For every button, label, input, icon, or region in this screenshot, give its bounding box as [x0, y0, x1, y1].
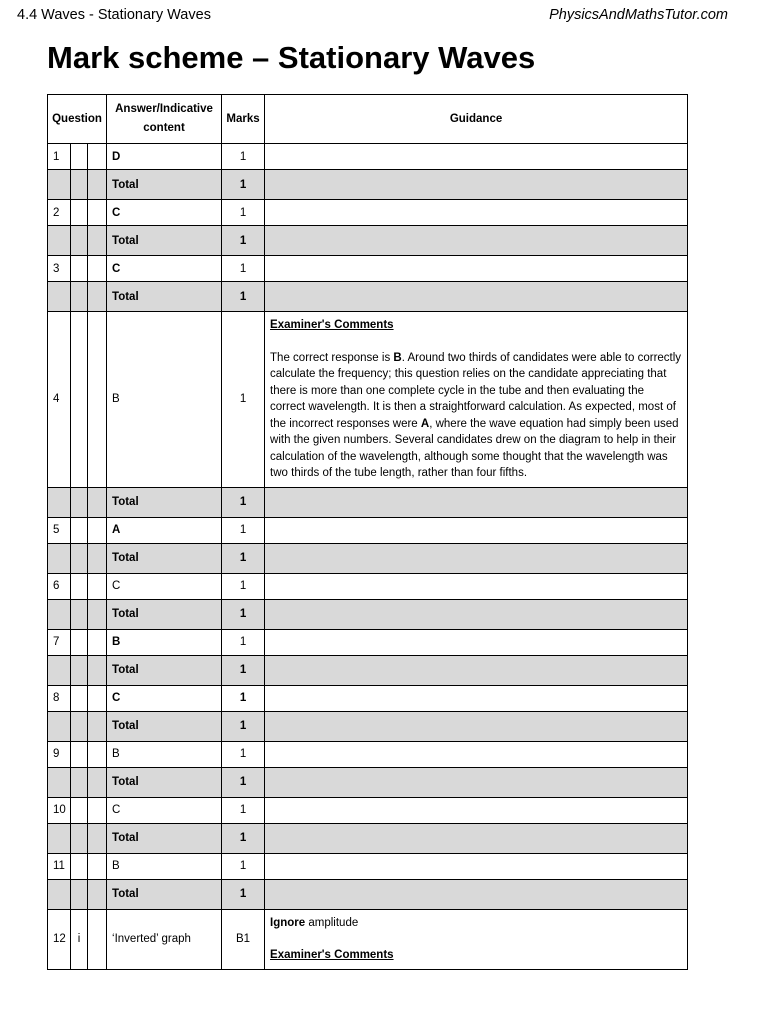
mark-scheme-table — [47, 94, 688, 970]
guidance-cell — [265, 767, 688, 797]
answer-cell: B — [107, 853, 222, 879]
question-sub-cell — [71, 144, 88, 170]
question-sub-cell — [71, 517, 88, 543]
question-sub-cell — [71, 685, 88, 711]
document-header-left: 4.4 Waves - Stationary Waves — [17, 7, 211, 23]
answer-cell: C — [107, 573, 222, 599]
question-sub-cell — [88, 655, 107, 685]
guidance-text: amplitude — [305, 916, 359, 929]
marks-cell: 1 — [222, 144, 265, 170]
examiners-comments-heading: Examiner's Comments — [270, 949, 394, 961]
marks-cell: 1 — [222, 256, 265, 282]
question-sub-cell — [88, 767, 107, 797]
question-sub-cell — [88, 711, 107, 741]
question-sub-cell — [88, 487, 107, 517]
question-number — [48, 879, 71, 909]
question-sub-cell — [71, 256, 88, 282]
guidance-cell — [265, 543, 688, 573]
examiners-comments-heading: Examiner's Comments — [270, 319, 394, 331]
guidance-cell — [265, 853, 688, 879]
question-sub-cell — [88, 823, 107, 853]
guidance-cell — [265, 741, 688, 767]
question-sub-cell — [88, 312, 107, 488]
question-sub-cell — [88, 200, 107, 226]
total-label: Total — [107, 711, 222, 741]
total-marks: 1 — [222, 599, 265, 629]
total-marks: 1 — [222, 767, 265, 797]
guidance-line — [270, 915, 682, 932]
question-number: 10 — [48, 797, 71, 823]
question-number: 4 — [48, 312, 71, 488]
table-row — [48, 797, 688, 823]
question-number — [48, 543, 71, 573]
total-label: Total — [107, 543, 222, 573]
comment-fragment: A — [420, 417, 430, 430]
question-sub-cell — [71, 823, 88, 853]
table-row — [48, 853, 688, 879]
column-header-marks: Marks — [222, 95, 265, 144]
marks-cell: B1 — [222, 909, 265, 969]
question-sub-cell — [88, 543, 107, 573]
column-header-question: Question — [48, 95, 107, 144]
question-sub-cell — [88, 797, 107, 823]
table-row — [48, 312, 688, 488]
question-number — [48, 599, 71, 629]
question-number: 7 — [48, 629, 71, 655]
guidance-cell — [265, 797, 688, 823]
answer-cell: ‘Inverted’ graph — [107, 909, 222, 969]
answer-cell: B — [107, 741, 222, 767]
guidance-cell — [265, 282, 688, 312]
question-sub-cell — [71, 741, 88, 767]
question-sub-cell — [71, 200, 88, 226]
question-sub-cell — [88, 573, 107, 599]
comment-fragment: , where the wave equation had simply been used with the given numbers. Several candidates drew on the diagram to help in their calculation of the wavelength, although some thought that the wavelength was two thirds of the tube length, rather than four fifths. — [270, 417, 679, 479]
comment-fragment: B — [393, 351, 402, 364]
total-label: Total — [107, 487, 222, 517]
guidance-cell — [265, 823, 688, 853]
marks-cell: 1 — [222, 200, 265, 226]
question-sub-cell — [88, 629, 107, 655]
total-row — [48, 767, 688, 797]
answer-cell: A — [107, 517, 222, 543]
total-label: Total — [107, 655, 222, 685]
total-label: Total — [107, 599, 222, 629]
guidance-cell — [265, 573, 688, 599]
total-marks: 1 — [222, 543, 265, 573]
answer-cell: B — [107, 312, 222, 488]
question-sub-cell — [71, 226, 88, 256]
total-label: Total — [107, 170, 222, 200]
total-row — [48, 599, 688, 629]
column-header-guidance: Guidance — [265, 95, 688, 144]
answer-cell: C — [107, 200, 222, 226]
total-row — [48, 543, 688, 573]
question-number: 2 — [48, 200, 71, 226]
question-sub-cell — [88, 226, 107, 256]
answer-cell: B — [107, 629, 222, 655]
table-row — [48, 909, 688, 969]
guidance-cell — [265, 711, 688, 741]
question-sub-cell — [88, 282, 107, 312]
question-sub-cell — [88, 517, 107, 543]
question-sub-cell — [71, 282, 88, 312]
total-row — [48, 711, 688, 741]
total-label: Total — [107, 767, 222, 797]
answer-cell: C — [107, 256, 222, 282]
guidance-cell — [265, 599, 688, 629]
column-header-answer: Answer/Indicative content — [107, 95, 222, 144]
question-number: 11 — [48, 853, 71, 879]
question-sub-cell — [71, 543, 88, 573]
question-number: 3 — [48, 256, 71, 282]
question-sub-cell — [88, 909, 107, 969]
table-header-row — [48, 95, 688, 144]
question-sub-cell — [71, 312, 88, 488]
question-number — [48, 767, 71, 797]
marks-cell: 1 — [222, 573, 265, 599]
answer-cell: C — [107, 685, 222, 711]
question-sub-cell — [88, 685, 107, 711]
question-sub-cell — [71, 629, 88, 655]
guidance-cell — [265, 879, 688, 909]
question-number — [48, 170, 71, 200]
total-marks: 1 — [222, 170, 265, 200]
question-sub-cell — [71, 170, 88, 200]
question-sub-cell — [88, 256, 107, 282]
question-sub-cell — [88, 879, 107, 909]
question-sub-cell — [88, 144, 107, 170]
table-body — [48, 144, 688, 970]
total-marks: 1 — [222, 487, 265, 517]
total-label: Total — [107, 226, 222, 256]
guidance-cell — [265, 909, 688, 969]
question-number: 6 — [48, 573, 71, 599]
table-row — [48, 256, 688, 282]
question-sub-cell — [71, 879, 88, 909]
guidance-cell — [265, 655, 688, 685]
question-sub-cell — [71, 711, 88, 741]
question-sub-cell — [71, 487, 88, 517]
marks-cell: 1 — [222, 517, 265, 543]
total-row — [48, 282, 688, 312]
marks-cell: 1 — [222, 853, 265, 879]
question-sub-cell — [71, 767, 88, 797]
marks-cell: 1 — [222, 797, 265, 823]
total-row — [48, 823, 688, 853]
examiners-comments-text — [270, 350, 682, 482]
guidance-cell — [265, 517, 688, 543]
total-row — [48, 879, 688, 909]
question-number: 12 — [48, 909, 71, 969]
total-label: Total — [107, 823, 222, 853]
marks-cell: 1 — [222, 312, 265, 488]
question-number — [48, 487, 71, 517]
total-marks: 1 — [222, 879, 265, 909]
total-marks: 1 — [222, 823, 265, 853]
question-number — [48, 711, 71, 741]
page-title: Mark scheme – Stationary Waves — [47, 40, 536, 75]
total-label: Total — [107, 282, 222, 312]
guidance-cell — [265, 629, 688, 655]
total-row — [48, 170, 688, 200]
guidance-cell — [265, 226, 688, 256]
total-marks: 1 — [222, 282, 265, 312]
table-row — [48, 741, 688, 767]
marks-cell: 1 — [222, 741, 265, 767]
table-row — [48, 200, 688, 226]
total-row — [48, 487, 688, 517]
document-header-right: PhysicsAndMathsTutor.com — [549, 7, 728, 23]
answer-cell: C — [107, 797, 222, 823]
total-row — [48, 226, 688, 256]
question-number — [48, 823, 71, 853]
guidance-cell — [265, 685, 688, 711]
marks-cell: 1 — [222, 629, 265, 655]
answer-cell: D — [107, 144, 222, 170]
table-row — [48, 144, 688, 170]
question-sub-cell — [71, 853, 88, 879]
marks-cell: 1 — [222, 685, 265, 711]
question-number: 5 — [48, 517, 71, 543]
guidance-cell — [265, 144, 688, 170]
question-number: 9 — [48, 741, 71, 767]
question-number — [48, 655, 71, 685]
question-sub-cell — [88, 853, 107, 879]
table-row — [48, 685, 688, 711]
spacer — [270, 931, 682, 947]
question-sub-cell — [71, 797, 88, 823]
guidance-cell — [265, 487, 688, 517]
table-row — [48, 629, 688, 655]
guidance-cell — [265, 256, 688, 282]
guidance-cell — [265, 200, 688, 226]
total-marks: 1 — [222, 226, 265, 256]
guidance-cell — [265, 312, 688, 488]
total-marks: 1 — [222, 655, 265, 685]
question-sub-cell — [88, 741, 107, 767]
question-number — [48, 226, 71, 256]
guidance-keyword: Ignore — [270, 916, 306, 929]
question-number: 8 — [48, 685, 71, 711]
question-number: 1 — [48, 144, 71, 170]
question-sub-cell — [71, 573, 88, 599]
question-number — [48, 282, 71, 312]
spacer — [270, 334, 682, 350]
total-marks: 1 — [222, 711, 265, 741]
question-sub-part: i — [71, 909, 88, 969]
question-sub-cell — [71, 599, 88, 629]
guidance-cell — [265, 170, 688, 200]
question-sub-cell — [88, 599, 107, 629]
total-label: Total — [107, 879, 222, 909]
question-sub-cell — [88, 170, 107, 200]
table-row — [48, 517, 688, 543]
table-row — [48, 573, 688, 599]
total-row — [48, 655, 688, 685]
comment-fragment: The correct response is — [270, 351, 394, 364]
question-sub-cell — [71, 655, 88, 685]
comment-fragment: . Around two thirds of candidates were able to correctly calculate the frequency; this question relies on the candidate appreciating that there is more than one complete cycle in the tube and then evaluating the correct wavelength. It is then a straightforward calculation. As expected, most of the incorrect responses were — [270, 351, 682, 430]
